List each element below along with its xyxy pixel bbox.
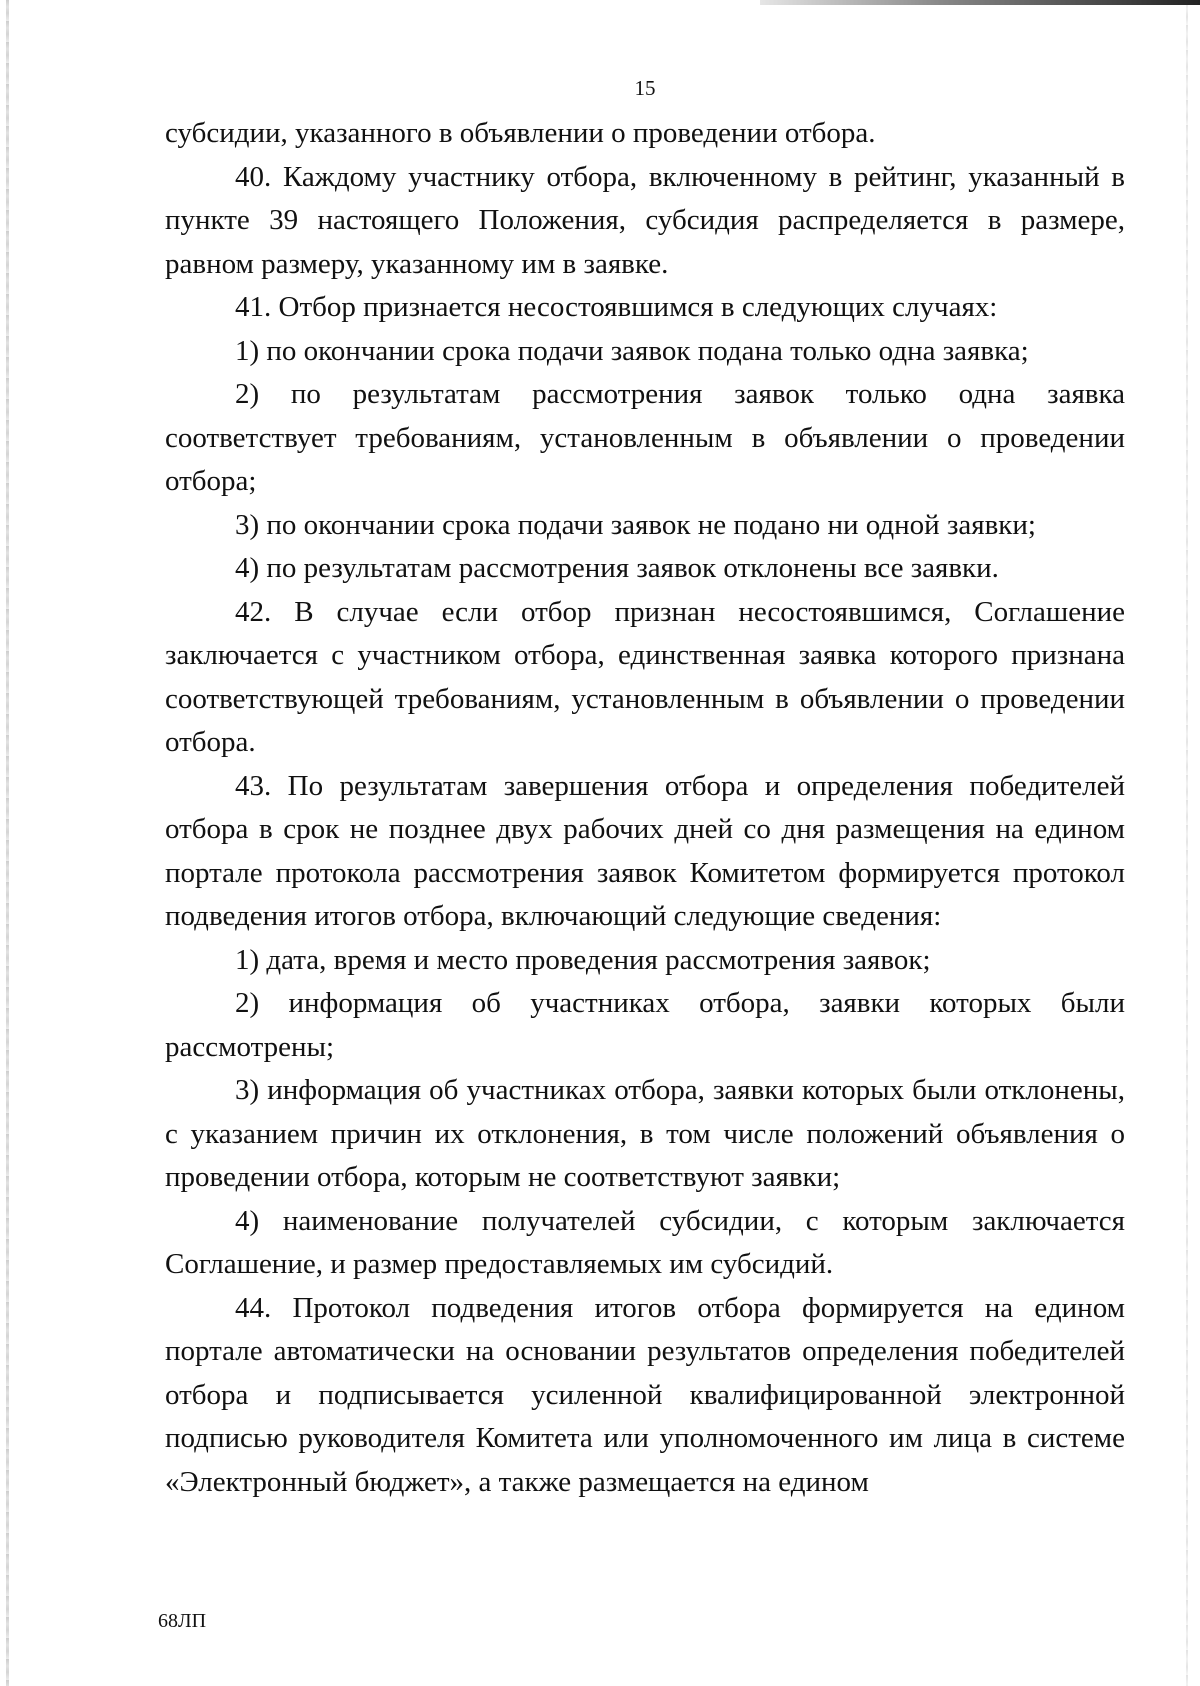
paragraph-41-item-2: 2) по результатам рассмотрения заявок только одна заявка соответствует требованиям, установленным в объявлении о проведении отбора; [165,378,1125,497]
footer-document-code: 68ЛП [158,1610,207,1632]
paragraph-43: 43. По результатам завершения отбора и определения победителей отбора в срок не позднее двух рабочих дней со дня размещения на едином портале протокола рассмотрения заявок Комитетом формируется протокол подведения итогов отбора, включающий следующие сведения: [165,769,1125,932]
paragraph-41-item-4: 4) по результатам рассмотрения заявок отклонены все заявки. [235,552,999,584]
scan-edge-right [1186,0,1188,1686]
scan-edge-top [760,0,1200,5]
page-number: 15 [634,76,656,100]
paragraph-41-item-3: 3) по окончании срока подачи заявок не подано ни одной заявки; [235,508,1036,541]
paragraph-41-item-1: 1) по окончании срока подачи заявок подана только одна заявка; [235,334,1029,367]
scan-edge-left [6,0,9,1686]
paragraph-41: 41. Отбор признается несостоявшимся в следующих случаях: [235,291,998,323]
paragraph-42: 42. В случае если отбор признан несостоявшимся, Соглашение заключается с участником отбора, единственная заявка которого признана соответствующей требованиям, установленным в объявлении о проведении отбора. [165,595,1125,758]
paragraph-43-item-4: 4) наименование получателей субсидии, с которым заключается Соглашение, и размер предоставляемых им субсидий. [165,1204,1125,1280]
paragraph-43-item-3: 3) информация об участниках отбора, заявки которых были отклонены, с указанием причин их отклонения, в том числе положений объявления о проведении отбора, которым не соответствуют заявки; [165,1074,1125,1193]
paragraph-43-item-2: 2) информация об участниках отбора, заявки которых были рассмотрены; [165,987,1125,1063]
document-body [165,112,1125,1504]
paragraph-44: 44. Протокол подведения итогов отбора формируется на едином портале автоматически на основании результатов определения победителей отбора и подписывается усиленной квалифицированной электронной подписью руководителя Комитета или уполномоченного им лица в системе «Электронный бюджет», а также размещается на едином [165,1291,1125,1498]
paragraph-continuation: субсидии, указанного в объявлении о проведении отбора. [165,117,876,149]
paragraph-43-item-1: 1) дата, время и место проведения рассмотрения заявок; [235,943,931,976]
paragraph-40: 40. Каждому участнику отбора, включенному в рейтинг, указанный в пункте 39 настоящего Положения, субсидия распределяется в размере, равном размеру, указанному им в заявке. [165,160,1125,280]
